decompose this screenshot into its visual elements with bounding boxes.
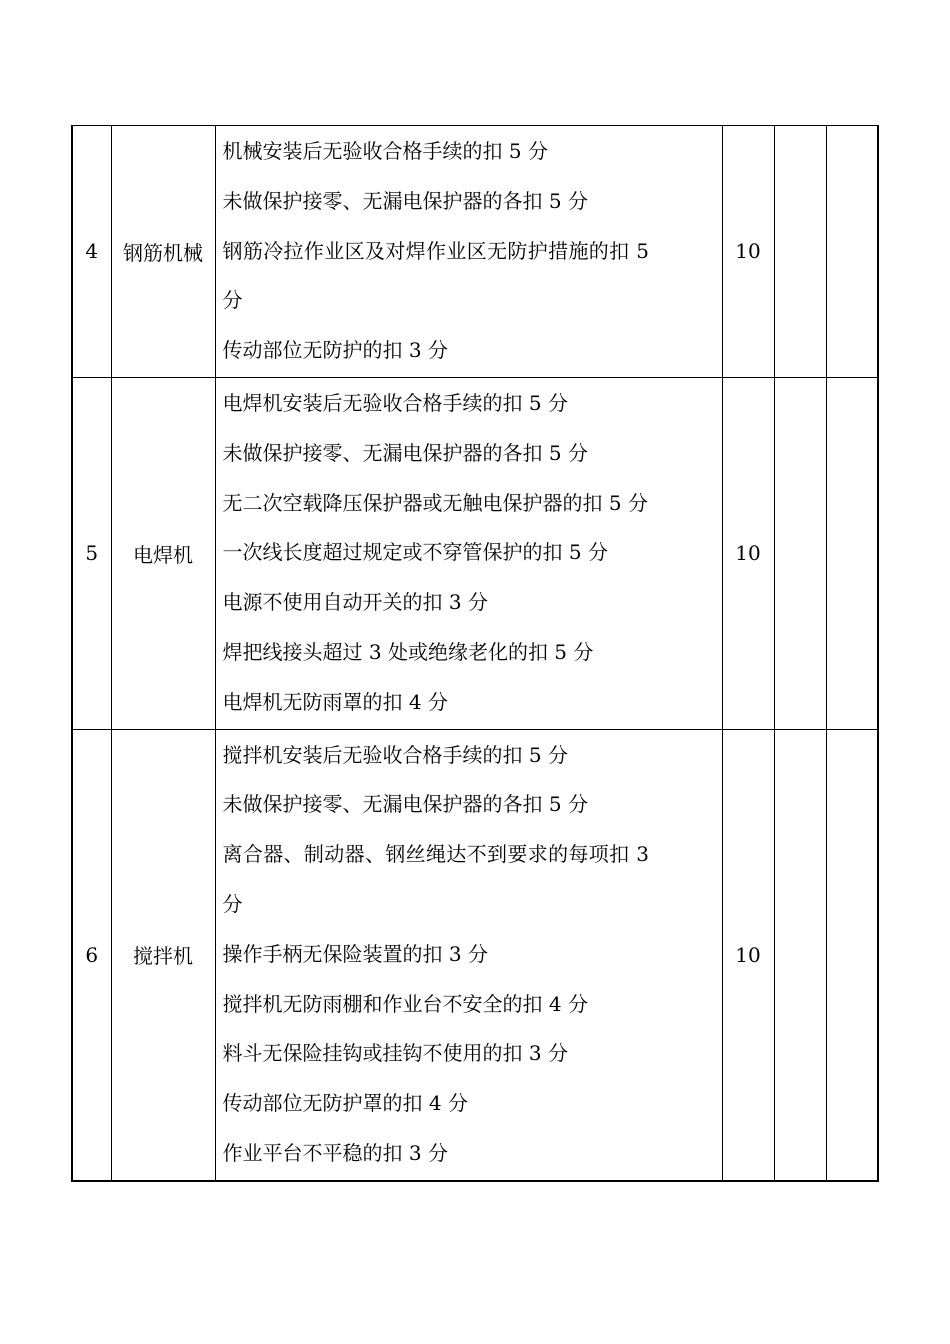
criteria-line: 搅拌机安装后无验收合格手续的扣 5 分 — [222, 742, 568, 767]
full-score: 10 — [722, 126, 774, 378]
deducted-score-cell — [774, 377, 826, 729]
actual-score-cell — [826, 729, 878, 1181]
criteria-line: 电焊机安装后无验收合格手续的扣 5 分 — [222, 390, 568, 415]
inspection-table — [71, 125, 879, 1182]
item-name: 电焊机 — [111, 377, 215, 729]
full-score: 10 — [722, 377, 774, 729]
criteria-line: 传动部位无防护的扣 3 分 — [222, 338, 448, 363]
table-row — [72, 377, 878, 729]
criteria-line: 料斗无保险挂钩或挂钩不使用的扣 3 分 — [222, 1041, 568, 1066]
criteria-line: 无二次空载降压保护器或无触电保护器的扣 5 分 — [222, 490, 648, 515]
criteria-line: 未做保护接零、无漏电保护器的各扣 5 分 — [222, 440, 588, 465]
criteria-line: 机械安装后无验收合格手续的扣 5 分 — [222, 139, 548, 163]
item-name: 搅拌机 — [111, 729, 215, 1181]
criteria-line: 未做保护接零、无漏电保护器的各扣 5 分 — [222, 188, 588, 213]
criteria-line: 分 — [222, 288, 243, 313]
item-name: 钢筋机械 — [111, 126, 215, 378]
criteria-line: 操作手柄无保险装置的扣 3 分 — [222, 941, 488, 966]
criteria-line: 一次线长度超过规定或不穿管保护的扣 5 分 — [222, 540, 608, 565]
criteria-line: 电焊机无防雨罩的扣 4 分 — [222, 689, 448, 714]
row-number: 6 — [72, 729, 111, 1181]
actual-score-cell — [826, 126, 878, 378]
deducted-score-cell — [774, 729, 826, 1181]
deduction-criteria — [215, 729, 722, 1181]
deduction-criteria — [215, 377, 722, 729]
actual-score-cell — [826, 377, 878, 729]
deduction-criteria — [215, 126, 722, 378]
full-score: 10 — [722, 729, 774, 1181]
row-number: 5 — [72, 377, 111, 729]
row-number: 4 — [72, 126, 111, 378]
criteria-line: 离合器、制动器、钢丝绳达不到要求的每项扣 3 — [222, 842, 650, 867]
criteria-line: 焊把线接头超过 3 处或绝缘老化的扣 5 分 — [222, 639, 594, 664]
criteria-line: 搅拌机无防雨棚和作业台不安全的扣 4 分 — [222, 991, 588, 1016]
criteria-line: 传动部位无防护罩的扣 4 分 — [222, 1091, 468, 1116]
criteria-line: 未做保护接零、无漏电保护器的各扣 5 分 — [222, 792, 588, 817]
criteria-line: 作业平台不平稳的扣 3 分 — [222, 1140, 448, 1165]
table-row — [72, 126, 878, 378]
criteria-line: 电源不使用自动开关的扣 3 分 — [222, 590, 488, 615]
table-row — [72, 729, 878, 1181]
criteria-line: 分 — [222, 891, 243, 916]
deducted-score-cell — [774, 126, 826, 378]
criteria-line: 钢筋冷拉作业区及对焊作业区无防护措施的扣 5 — [222, 238, 650, 263]
